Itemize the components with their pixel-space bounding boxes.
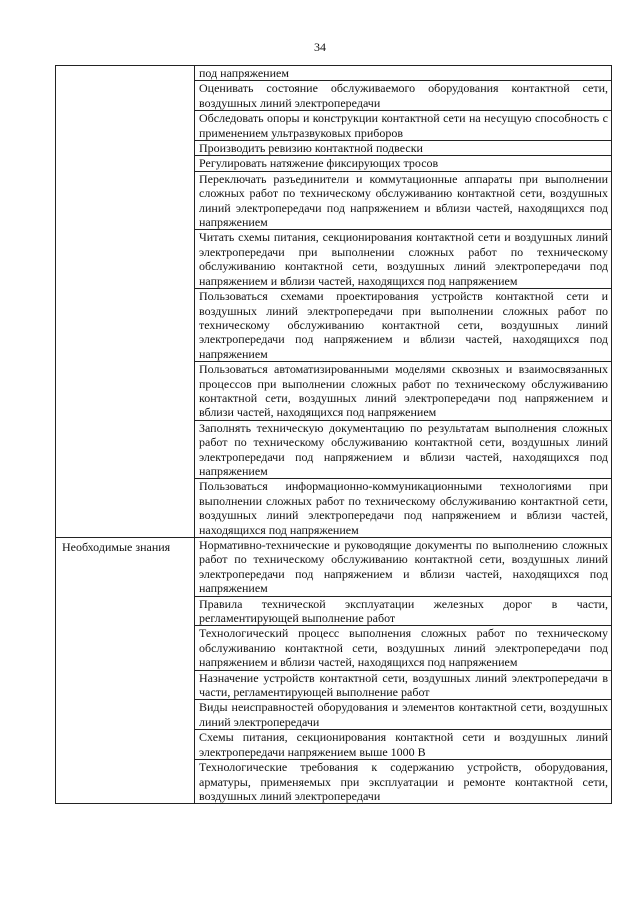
skill-cell: Пользоваться схемами проектирования устройств контактной сети и воздушных линий электропередачи при выполнении сложных работ по техническому обслуживанию контактной сети, воздушных линий электропередачи под напряжением и вблизи частей, находящихся под напряжением: [195, 289, 612, 362]
skill-cell: Обследовать опоры и конструкции контактной сети на несущую способность с применением ультразвуковых приборов: [195, 111, 612, 141]
skills-section-label: [56, 66, 195, 538]
skill-cell: Переключать разъединители и коммутационные аппараты при выполнении сложных работ по техническому обслуживанию контактной сети, воздушных линий электропередачи под напряжением и вблизи частей, находящихся под напряжением: [195, 171, 612, 230]
knowledge-cell: Правила технической эксплуатации железных дорог в части, регламентирующей выполнение работ: [195, 596, 612, 626]
knowledge-section-label: Необходимые знания: [56, 538, 195, 804]
page-number: 34: [314, 40, 326, 54]
knowledge-cell: Нормативно-технические и руководящие документы по выполнению сложных работ по техническому обслуживанию контактной сети, воздушных линий электропередачи под напряжением и вблизи частей, находящихся под напряжением: [195, 538, 612, 597]
knowledge-cell: Виды неисправностей оборудования и элементов контактной сети, воздушных линий электропередачи: [195, 700, 612, 730]
knowledge-cell: Технологический процесс выполнения сложных работ по техническому обслуживанию контактной сети, воздушных линий электропередачи под напряжением и вблизи частей, находящихся под напряжением: [195, 626, 612, 670]
requirements-table: [55, 65, 612, 804]
skill-cell: Заполнять техническую документацию по результатам выполнения сложных работ по техническому обслуживанию контактной сети, воздушных линий электропередачи под напряжением и вблизи частей, находящихся под напряжением: [195, 420, 612, 479]
skill-cell: Пользоваться информационно-коммуникационными технологиями при выполнении сложных работ по техническому обслуживанию контактной сети, воздушных линий электропередачи под напряжением и вблизи частей, находящихся под напряжением: [195, 479, 612, 538]
skill-cell: под напряжением: [195, 66, 612, 81]
knowledge-cell: Схемы питания, секционирования контактной сети и воздушных линий электропередачи напряжением выше 1000 В: [195, 730, 612, 760]
table-row: [56, 538, 612, 597]
skill-cell: Оценивать состояние обслуживаемого оборудования контактной сети, воздушных линий электропередачи: [195, 81, 612, 111]
skill-cell: Регулировать натяжение фиксирующих тросов: [195, 156, 612, 171]
skill-cell: Читать схемы питания, секционирования контактной сети и воздушных линий электропередачи при выполнении сложных работ по техническому обслуживанию контактной сети, воздушных линий электропередачи под напряжением и вблизи частей, находящихся под напряжением: [195, 230, 612, 289]
skill-cell: Производить ревизию контактной подвески: [195, 141, 612, 156]
knowledge-cell: Технологические требования к содержанию устройств, оборудования, арматуры, применяемых при эксплуатации и ремонте контактной сети, воздушных линий электропередачи: [195, 760, 612, 804]
table-row: [56, 66, 612, 81]
knowledge-cell: Назначение устройств контактной сети, воздушных линий электропередачи в части, регламентирующей выполнение работ: [195, 670, 612, 700]
skill-cell: Пользоваться автоматизированными моделями сквозных и взаимосвязанных процессов при выполнении сложных работ по техническому обслуживанию контактной сети, воздушных линий электропередачи под напряжением и вблизи частей, находящихся под напряжением: [195, 362, 612, 421]
